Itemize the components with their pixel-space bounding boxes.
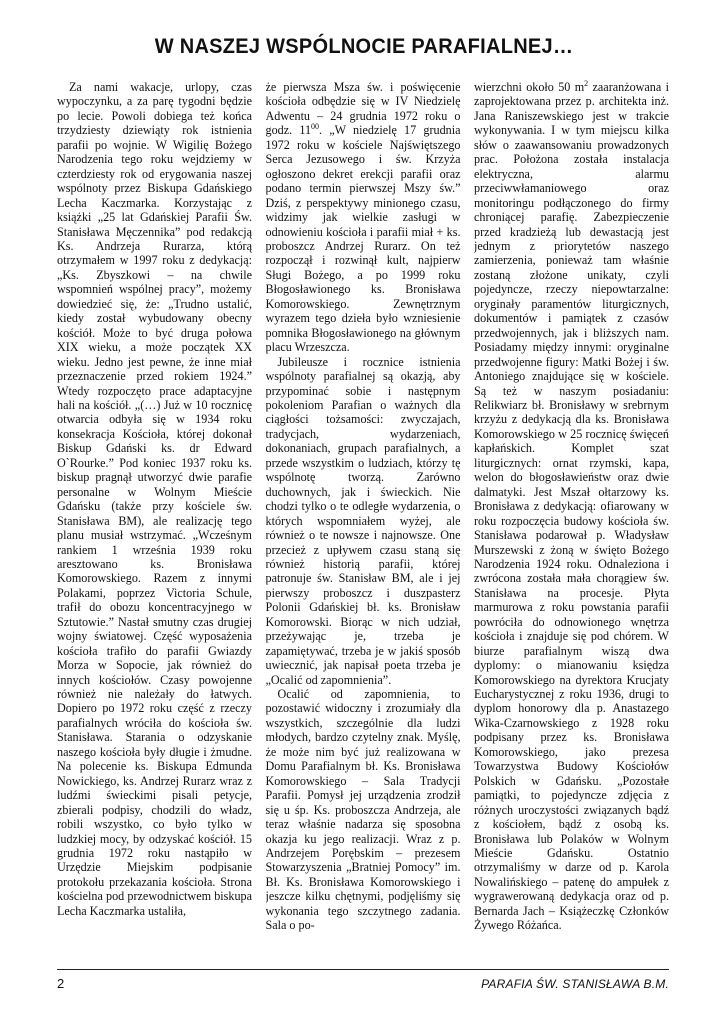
paragraph: Za nami wakacje, urlopy, czas wypoczynku, a za parę tygodni będzie po lecie. Powoli dobiega też końca trzydziesty dziewiąty rok istnienia parafii po wojnie. W Wigilię Bożego Narodzenia tego roku wejdziemy w czterdziesty rok od erygowania naszej wspólnoty przez Biskupa Gdańskiego Lecha Kaczmarka. Korzystając z książki „25 lat Gdańskiej Parafii Św. Stanisława Męczennika” pod redakcją Ks. Andrzeja Rurarza, którą otrzymałem w 1997 roku z dedykacją: „Ks. Zbyszkowi – na chwile wspomnień wspólnej pracy”, możemy dowiedzieć się, że: „Trudno ustalić, kiedy został wybudowany obecny kościół. Może to być druga połowa XIX wieku, a może początek XX wieku. Jedno jest pewne, że inne miał przeznaczenie przed rokiem 1924.” Wtedy rozpoczęto prace adaptacyjne hali na kościół. „(…) Już w 10 rocznicę otwarcia odbyła się w 1934 roku konsekracja Kościoła, której dokonał Biskup Gdański ks. dr Edward O`Rourke.” Pod koniec 1937 roku ks. biskup pragnął utworzyć dwie parafie personalne w Wolnym Mieście Gdańsku (także przy kościele św. Stanisława BM), ale realizację tego planu musiał wstrzymać. „Wcześnym rankiem 1 września 1939 roku aresztowano ks. Bronisława Komorowskiego. Razem z innymi Polakami, poprzez Victoria Schule, trafił do obozu koncentracyjnego w Sztutowie.” Nastał smutny czas drugiej wojny światowej. Część wyposażenia kościoła trafiło do parafii Gwiazdy Morza w Sopocie, jak również do innych kościołów. Czasy powojenne również nie należały do łatwych. Dopiero po 1972 roku część z rzeczy parafialnych wróciła do kościoła św. Stanisława. Starania o odzyskanie naszego kościoła były długie i żmudne. Na polecenie ks. Biskupa Edmunda Nowickiego, ks. Andrzej Rurarz wraz z ludźmi świeckimi pisali petycje, zbierali podpisy, chodzili do władz, robili wszystko, co było tylko w ludzkiej mocy, by odzyskać kościół. 15 grudnia 1972 roku nastąpiło w Urzędzie Miejskim podpisanie protokołu przekazania kościoła. Stronа kościelna pod przewodnictwem biskupa Lecha Kaczmarka ustaliła, — [57, 80, 252, 918]
publication-title: PARAFIA ŚW. STANISŁAWA B.M. — [481, 977, 669, 991]
page-number: 2 — [57, 976, 65, 991]
text-column-1 — [57, 80, 252, 957]
paragraph-text: że pierwsza Msza św. i poświęcenie kościoła odbędzie się w IV Niedzielę Adwentu – 24 grudnia 1972 roku o godz. 11 — [265, 80, 461, 138]
text-column-2 — [266, 80, 461, 957]
paragraph — [266, 80, 461, 355]
article-body — [57, 80, 669, 957]
superscript: 00 — [311, 122, 320, 132]
paragraph — [474, 80, 669, 933]
paragraph: Jubileusze i rocznice istnienia wspólnoty parafialnej są okazją, aby przypominać sobie i następnym pokoleniom Parafian o ważnych dla ciągłości tożsamości: zwyczajach, tradycjach, wydarzeniach, dokonaniach, grupach parafialnych, a przede wszystkim o ludziach, którzy tę wspólnotę tworzą. Zarówno duchownych, jak i świeckich. Nie chodzi tylko o te odległe wydarzenia, o których wspomniałem wyżej, ale również o te nowsze i najnowsze. One przecież z upływem czasu staną się również historią parafii, której patronuje św. Stanisław BM, ale i jej pierwszy proboszcz i duszpasterz Polonii Gdańskiej bł. ks. Bronisław Komorowski. Biorąc w nich udział, przeżywając je, trzeba je zapamiętywać, trzeba je w jakiś sposób uwiecznić, jak napisał poeta trzeba je „Ocalić od zapomnienia”. — [265, 354, 461, 687]
paragraph-text: . „W niedzielę 17 grudnia 1972 roku w kościele Najświętszego Serca Jezusowego i św. Krzyża ogłoszono dekret erekcji parafii oraz podano termin pierwszej Mszy św.” Dziś, z perspektywy minionego czasu, widzimy jak wielkie zasługi w odnowieniu kościoła i parafii miał + ks. proboszcz Andrzej Rurarz. On też rozpoczął i rozwinął kult, najpierw Sługi Bożego, a po 1999 roku Błogosławionego ks. Bronisława Komorowskiego. Zewnętrznym wyrazem tego dzieła było wzniesienie pomnika Błogosławionego na głównym placu Wrzeszcza. — [265, 123, 461, 355]
paragraph-text: zaaranżowana i zaprojektowana przez p. architekta inż. Jana Raniszewskiego jest w trakcie wykonywania. I w tym miejscu kilka słów o zaawansowaniu prowadzonych prac. Położona została instalacja elektryczna, alarmu przeciwwłamaniowego oraz monitoringu podłączonego do firmy chroniącej parafię. Zabezpieczenie przed kradzieżą lub dewastacją jest jednym z priorytetów naszego zamierzenia, ponieważ tam właśnie zostaną złożone unikaty, czyli pojedyncze, rzeczy niepowtarzalne: oryginały paramentów liturgicznych, dokumentów i pamiątek z czasów przedwojennych, jak i bliższych nam. Posiadamy między innymi: oryginalne przedwojenne figury: Matki Bożej i św. Antoniego znajdujące się w kościele. Są też w naszym posiadaniu: Relikwiarz bł. Bronisławy w srebrnym krzyżu z dedykacją dla ks. Bronisława Komorowskiego w 25 rocznicę święceń kapłańskich. Komplet szat liturgicznych: ornat rzymski, kapa, welon do błogosławieństw oraz dwie dalmatyki. Jest Mszał ołtarzowy ks. Bronisława z dedykacją: ofiarowany w roku rozpoczęcia budowy kościoła św. Stanisława podarował p. Władysław Murszewski z żoną w święto Bożego Narodzenia 1924 roku. Odnaleziona i zwrócona została mała chorągiew św. Stanisława na procesje. Płyta marmurowa z roku powstania parafii powróciła do odnowionego wnętrza kościoła i znajduje się pod chórem. W biurze parafialnym wiszą dwa dyplomy: o mianowaniu księdza Komorowskiego na dyrektora Krucjaty Eucharystycznej z roku 1936, drugi to dyplom honorowy dla p. Anastazego Wika-Czarnowskiego z 1928 roku podpisany przez ks. Bronisława Komorowskiego, jako prezesa Towarzystwa Budowy Kościołów Polskich w Gdańsku. „Pozostałe pamiątki, to pojedyncze zdjęcia z różnych uroczystości związanych bądź z kościołem, bądź z osobą ks. Bronisława lub Polaków w Wolnym Mieście Gdańsku. Ostatnio otrzymaliśmy w darze od p. Karola Nowalińskiego – patenę do ampułek z wygrawerowaną dedykacja oraz od p. Bernarda Jach – Książeczkę Członków Żywego Różańca. — [474, 80, 669, 933]
text-column-3 — [474, 80, 669, 957]
paragraph: Ocalić od zapomnienia, to pozostawić widoczny i zrozumiały dla wszystkich, szczególnie dla ludzi młodych, bardzo czytelny znak. Myślę, że może nim być już realizowana w Domu Parafialnym bł. Ks. Bronisława Komorowskiego – Sala Tradycji Parafii. Pomysł jej urządzenia zrodził się u śp. Ks. proboszcza Andrzeja, ale teraz właśnie nadarza się sposobna okazja ku jego realizacji. Wraz z p. Andrzejem Porębskim – prezesem Stowarzyszenia „Bratniej Pomocy” im. Bł. Ks. Bronisława Komorowskiego i jeszcze kilku chętnymi, podjęliśmy się wykonania tego szczytnego zadania. Sala o po- — [265, 687, 461, 933]
paragraph-text: wierzchni około 50 m — [474, 80, 585, 94]
footer-rule — [57, 969, 669, 970]
article-title: W NASZEJ WSPÓLNOCIE PARAFIALNEJ… — [154, 34, 574, 58]
superscript: 2 — [584, 80, 589, 88]
